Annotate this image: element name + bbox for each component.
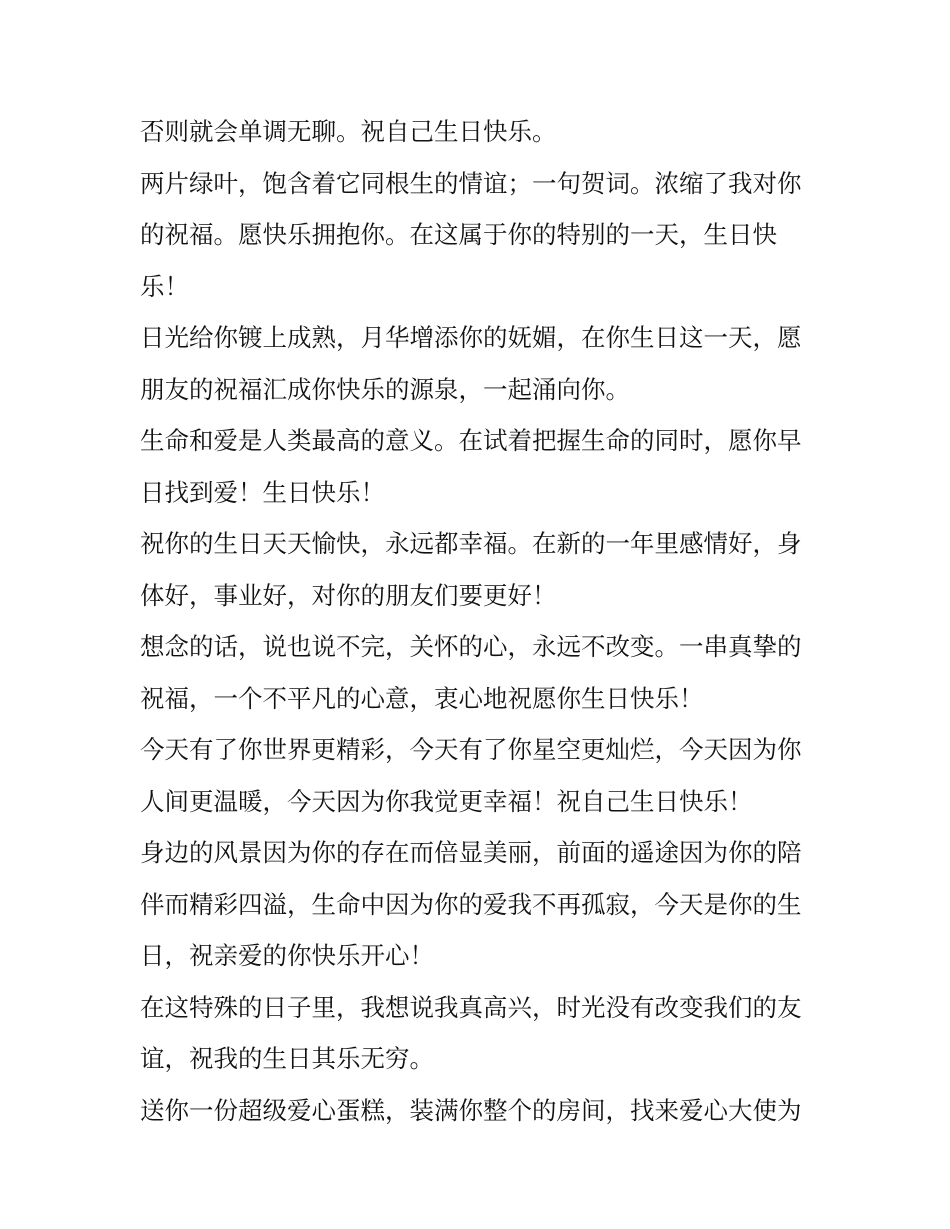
text-line: 生命和爱是人类最高的意义。在试着把握生命的同时，愿你早 (140, 426, 802, 455)
text-line: 的祝福。愿快乐拥抱你。在这属于你的特别的一天，生日快 (140, 220, 777, 249)
text-line: 两片绿叶，饱含着它同根生的情谊；一句贺词。浓缩了我对你 (140, 168, 802, 198)
text-line: 今天有了你世界更精彩，今天有了你星空更灿烂，今天因为你 (140, 735, 802, 764)
text-line: 谊，祝我的生日其乐无穷。 (140, 1044, 434, 1073)
text-line: 朋友的祝福汇成你快乐的源泉，一起涌向你。 (140, 374, 630, 404)
text-line: 日找到爱！生日快乐！ (140, 477, 385, 507)
text-line: 日光给你镀上成熟，月华增添你的妩媚，在你生日这一天，愿 (140, 323, 802, 352)
text-line: 人间更温暖，今天因为你我觉更幸福！祝自己生日快乐！ (140, 786, 753, 816)
text-line: 送你一份超级爱心蛋糕，装满你整个的房间，找来爱心大使为 (140, 1095, 802, 1125)
text-line: 体好，事业好，对你的朋友们要更好！ (140, 580, 557, 610)
text-line: 否则就会单调无聊。祝自己生日快乐。 (140, 117, 557, 146)
text-line: 身边的风景因为你的存在而倍显美丽，前面的遥途因为你的陪 (140, 838, 802, 867)
text-line: 祝你的生日天天愉快，永远都幸福。在新的一年里感情好，身 (140, 529, 802, 558)
text-line: 乐！ (140, 271, 189, 301)
document-body (140, 106, 820, 1136)
text-line: 祝福，一个不平凡的心意，衷心地祝愿你生日快乐！ (140, 683, 704, 713)
text-line: 日，祝亲爱的你快乐开心！ (140, 941, 434, 970)
text-line: 在这特殊的日子里，我想说我真高兴，时光没有改变我们的友 (140, 992, 802, 1022)
text-line: 想念的话，说也说不完，关怀的心，永远不改变。一串真挚的 (140, 632, 802, 661)
text-line: 伴而精彩四溢，生命中因为你的爱我不再孤寂，今天是你的生 (140, 889, 802, 919)
